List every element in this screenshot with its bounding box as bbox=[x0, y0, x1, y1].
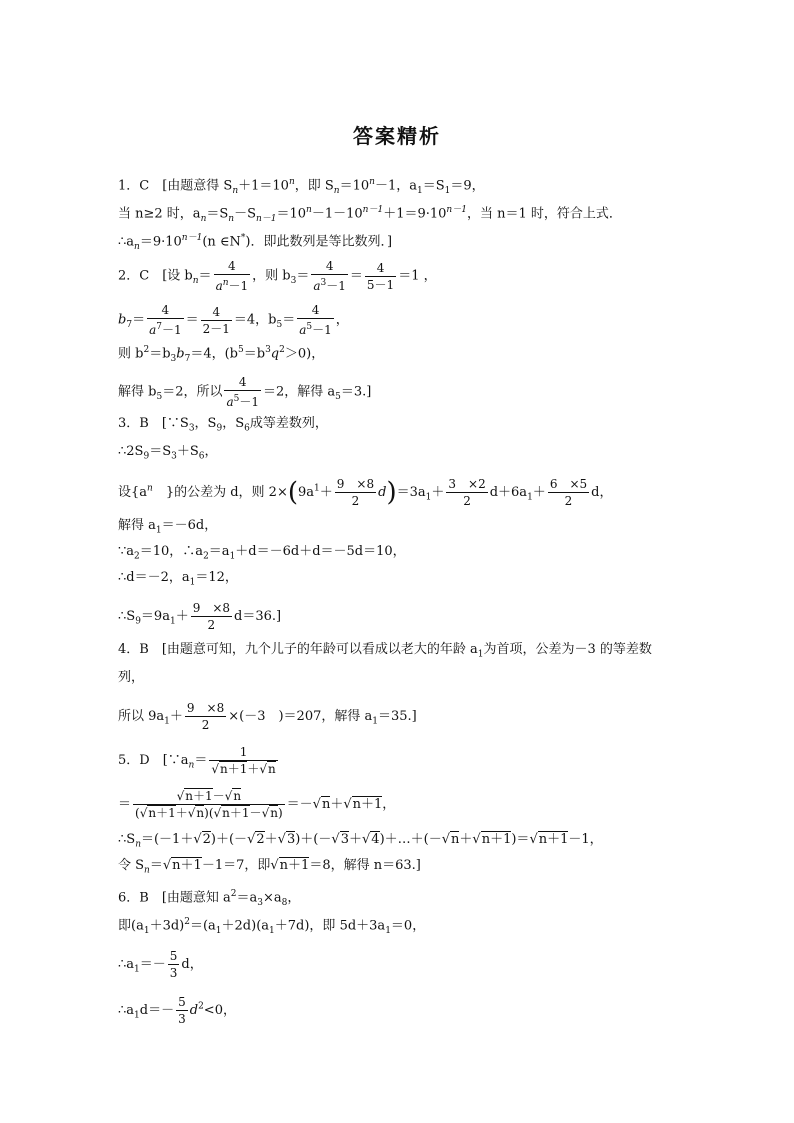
fraction: $\frac{√n+1-√n}{(√n+1+√n)(√n+1-√n)}$ bbox=[135, 789, 283, 820]
answer-2-line-2: $b_7=$ $\frac{4}{a^7-1}$ ＝ $\frac{4}{2-1}$ ＝4，$b_5=$ $\frac{4}{a^5-1}$ ， bbox=[118, 303, 349, 337]
answer-5-line-4: 令 $S_n=√n+1-1=7$，即√n＋1＝8，解得 n＝63.] bbox=[118, 858, 421, 876]
answer-1-line-2: 当 n≥2 时，$a_n=S_n-S_{n-1}=10^n-1-10^{n-1}+1=9\cdot 10^{n-1}$，当 n＝1 时，符合上式． bbox=[118, 205, 622, 224]
fraction: $\frac{4}{2-1}$ bbox=[202, 304, 230, 336]
fraction: $\frac{4}{a^7-1}$ bbox=[149, 303, 182, 337]
fraction: $\frac{1}{√n+1+√n}$ bbox=[211, 745, 276, 776]
answer-2-line-1: 2．C [设 $b_n=$ $\frac{4}{a^n-1}$ ，则 $b_3=$ $\frac{4}{a^3-1}$ ＝ $\frac{4}{5-1}$ ＝1 ， bbox=[118, 259, 437, 293]
answer-3-line-3: 设{$a^n$ }的公差为 d，则 $2\times(9a^1+$ $\frac{9 \times 8}{2}$ $d)=3a_1+$ $\frac{3 \times 2}{2}$ $d+6a_1+$ $\frac{6 \times 5}{2}$ d， bbox=[118, 477, 613, 508]
fraction: $\frac{9 \times 8}{2}$ bbox=[186, 701, 225, 732]
fraction: $\frac{4}{a^3-1}$ bbox=[313, 259, 346, 293]
answer-1-line-1: 1．C [由题意得 $S_n+1=10^n$，即 $S_n=10^n-1$，$a_1=S_1=9$， bbox=[118, 177, 485, 196]
answer-3-line-4: 解得 $a_1=-6d$， bbox=[118, 518, 218, 536]
answer-5-line-1: 5．D [$\because a_n=$ $\frac{1}{√n+1+√n}$ bbox=[118, 745, 276, 776]
answer-2-line-3: 则 $b^2=b_3b_7=4$，$(b^5=b^3q^2>0)$， bbox=[118, 345, 325, 364]
answer-5-line-2: ＝ $\frac{√n+1-√n}{(√n+1+√n)(√n+1-√n)}$ ＝－√n＋√n＋1， bbox=[118, 789, 396, 820]
answer-6-line-1: 6．B [由题意知 $a^2=a_3\times a_8$， bbox=[118, 889, 301, 908]
fraction: $\frac{6 \times 5}{2}$ bbox=[549, 477, 588, 508]
fraction: $\frac{4}{5-1}$ bbox=[366, 260, 395, 292]
answer-1-line-3: $\therefore a_n=9\cdot 10^{n-1}(n$ ∈N*)．即此数列是等比数列．] bbox=[118, 233, 393, 252]
fraction: $\frac{4}{a^5-1}$ bbox=[226, 375, 260, 409]
fraction: $\frac{3 \times 2}{2}$ bbox=[448, 477, 486, 508]
fraction: $\frac{9 \times 8}{2}$ bbox=[192, 601, 231, 632]
answer-6-line-2: 即$(a_1+3d)^2=(a_1+2d)(a_1+7d)$，即 $5d+3a_1=0$， bbox=[118, 917, 426, 936]
answer-6-line-4: $\therefore a_1d=-$ $\frac{5}{3}$ $d^2<0$， bbox=[118, 995, 236, 1026]
fraction: $\frac{4}{a^n-1}$ bbox=[215, 259, 249, 293]
answer-3-line-1: 3．B [$\because S_3$，$S_9$，$S_6$成等差数列， bbox=[118, 416, 328, 434]
fraction: $\frac{4}{a^5-1}$ bbox=[299, 303, 332, 337]
answer-6-line-3: $\therefore a_1=-$ $\frac{5}{3}$ d， bbox=[118, 949, 203, 980]
answer-5-line-3: $\therefore S_n=(-1+√2)+(-√2+√3)+(-√3+√4)+\dots+(-√n+√n+1)=√n+1-1$， bbox=[118, 832, 603, 850]
fraction: $\frac{5}{3}$ bbox=[169, 949, 178, 980]
answer-4-line-3: 所以 $9a_1+$ $\frac{9 \times 8}{2}$ ×(－3 )＝207，解得 $a_1=35$.] bbox=[118, 701, 417, 732]
answer-4-line-2: 列， bbox=[118, 670, 145, 685]
answer-3-line-7: $\therefore S_9=9a_1+$ $\frac{9 \times 8}{2}$ d＝36.] bbox=[118, 601, 282, 632]
page-title: 答案精析 bbox=[353, 124, 441, 148]
answer-3-line-2: $\therefore 2S_9=S_3+S_6$， bbox=[118, 444, 218, 462]
answer-4-line-1: 4．B [由题意可知，九个儿子的年龄可以看成以老大的年龄 $a_1$为首项，公差为－3 的等差数 bbox=[118, 642, 652, 660]
fraction: $\frac{9 \times 8}{2}$ bbox=[336, 477, 375, 508]
answer-3-line-5: $\because a_2=10$，$\therefore a_2=a_1+d=-6d+d=-5d=10$， bbox=[118, 544, 406, 562]
fraction: $\frac{5}{3}$ bbox=[178, 995, 186, 1026]
answer-2-line-4: 解得 $b_5=2$，所以 $\frac{4}{a^5-1}$ ＝2，解得 $a_5=3$.] bbox=[118, 375, 372, 409]
answer-3-line-6: ∴d＝－2，$a_1=12$， bbox=[118, 570, 238, 588]
